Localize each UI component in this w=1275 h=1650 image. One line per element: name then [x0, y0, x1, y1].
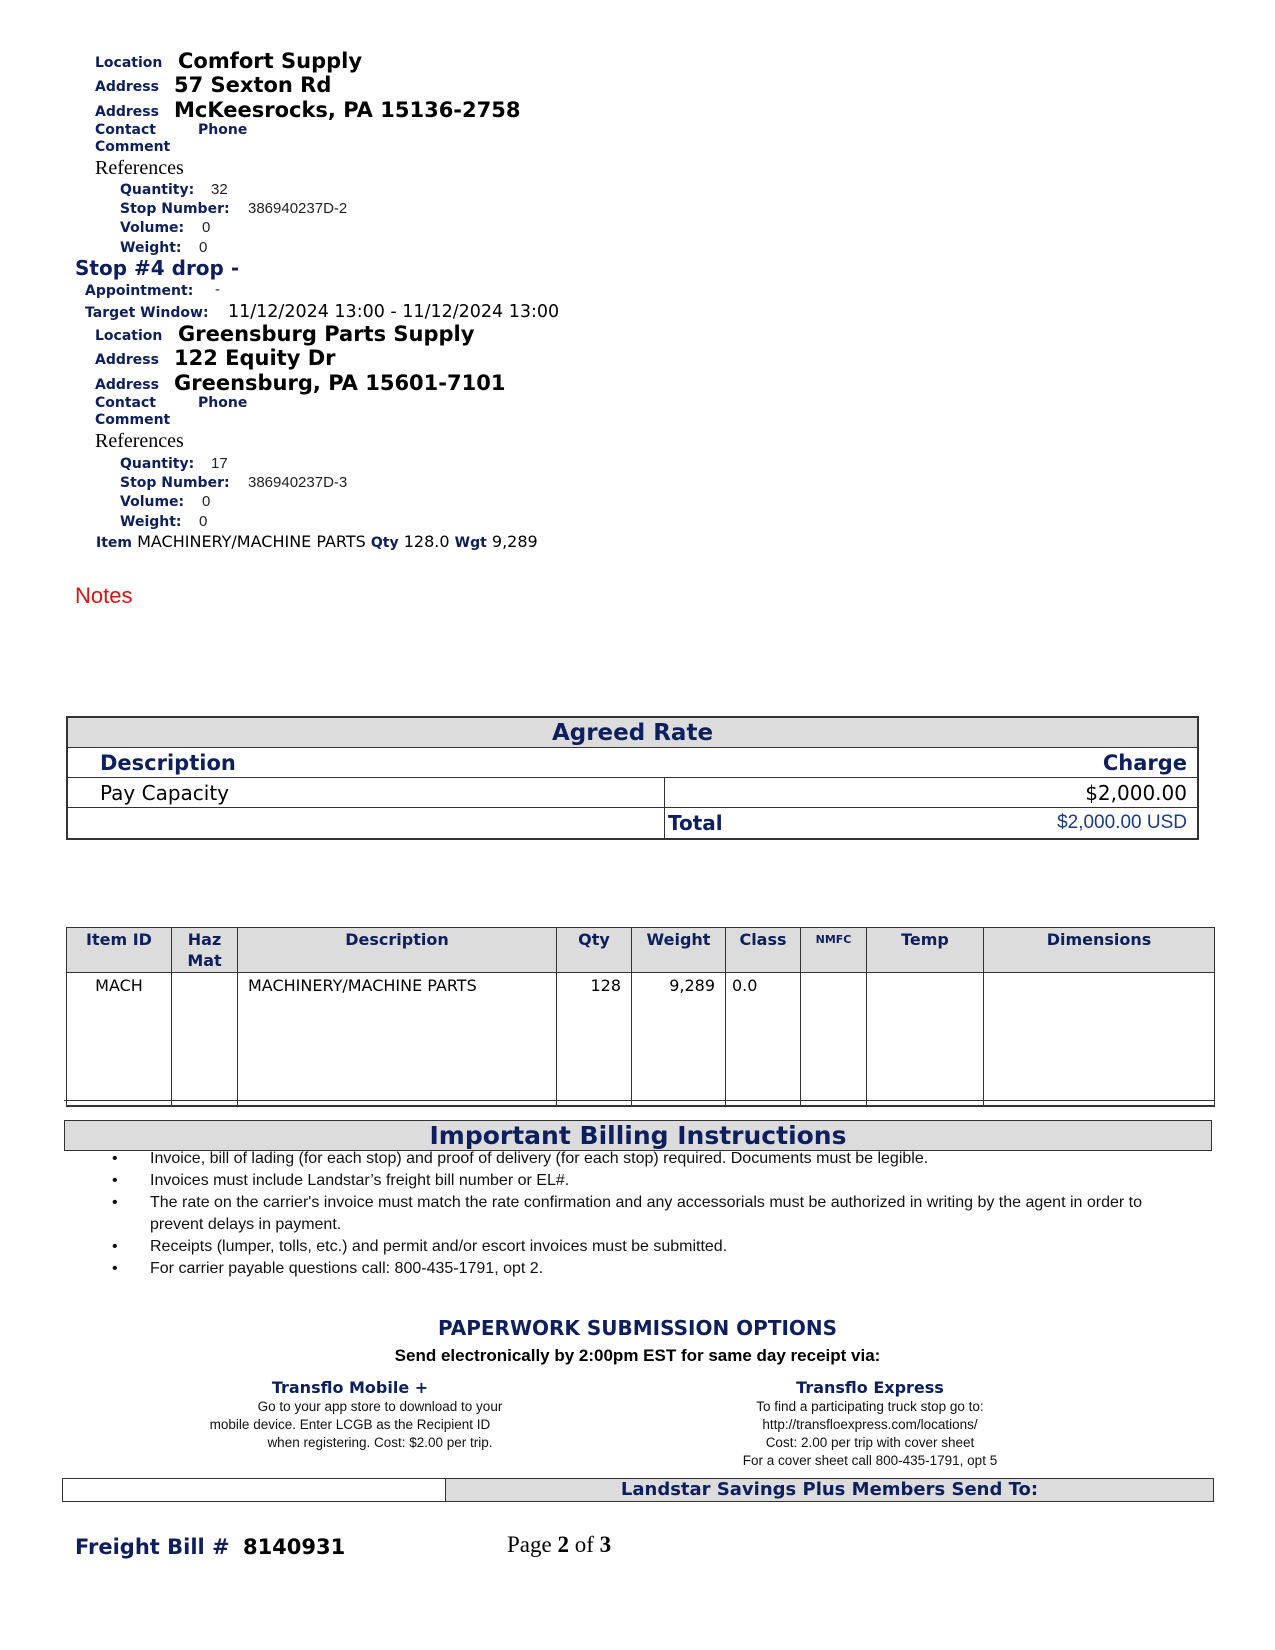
rate-total-cell	[665, 808, 1197, 838]
transflo-express-title: Transflo Express	[796, 1378, 944, 1397]
description-header: Description	[238, 928, 557, 973]
nmfc-cell	[801, 973, 867, 1107]
transflo-mobile-line3: when registering. Cost: $2.00 per trip.	[267, 1435, 493, 1450]
location-label: Location	[95, 328, 163, 344]
table-divider	[64, 1100, 1214, 1101]
page-of: of	[574, 1532, 594, 1557]
stop-title: Stop #4 drop -	[75, 256, 240, 280]
comment-label: Comment	[95, 412, 171, 428]
weight-value: 0	[199, 239, 208, 256]
weight-cell: 9,289	[632, 973, 726, 1107]
location-name: Greensburg Parts Supply	[178, 322, 475, 346]
list-item: • The rate on the carrier's invoice must match the rate confirmation and any accessorials must be authorized in writing by the agent in order to prevent delays in payment.	[110, 1192, 1180, 1236]
weight-label: Weight:	[120, 514, 182, 530]
dimensions-header: Dimensions	[984, 928, 1215, 973]
haz-mat-cell	[172, 973, 238, 1107]
rate-total-row	[68, 808, 1197, 838]
quantity-value: 17	[211, 455, 228, 472]
transflo-express-line4: For a cover sheet call 800-435-1791, opt 5	[742, 1453, 998, 1468]
weight-value: 0	[199, 513, 208, 530]
item-id-cell: MACH	[67, 973, 172, 1107]
location-label: Location	[95, 55, 163, 71]
rate-header-row	[68, 748, 1197, 778]
comment-label: Comment	[95, 139, 171, 155]
temp-cell	[867, 973, 984, 1107]
temp-header: Temp	[867, 928, 984, 973]
class-cell: 0.0	[726, 973, 801, 1107]
item-summary	[96, 532, 538, 551]
references-label: References	[95, 157, 184, 179]
freight-bill	[75, 1535, 345, 1559]
weight-label: Weight:	[120, 240, 182, 256]
volume-label: Volume:	[120, 220, 185, 236]
page-indicator	[507, 1532, 611, 1558]
class-header: Class	[726, 928, 801, 973]
transflo-express-line3: Cost: 2.00 per trip with cover sheet	[765, 1435, 975, 1450]
wgt-value: 9,289	[491, 532, 538, 551]
notes-heading: Notes	[75, 583, 133, 608]
freight-bill-number: 8140931	[242, 1535, 346, 1559]
items-header-row	[67, 928, 1215, 973]
savings-plus-label: Landstar Savings Plus Members Send To:	[446, 1479, 1213, 1501]
phone-label: Phone	[198, 395, 248, 411]
target-window-value: 11/12/2024 13:00 - 11/12/2024 13:00	[228, 302, 560, 322]
contact-label: Contact	[95, 395, 156, 411]
phone-label: Phone	[198, 122, 248, 138]
items-table	[66, 927, 1215, 1107]
total-label: Total	[668, 811, 723, 835]
item-label: Item	[96, 535, 132, 551]
target-window-label: Target Window:	[85, 305, 209, 321]
address-line2: Greensburg, PA 15601-7101	[174, 371, 506, 395]
freight-bill-label: Freight Bill #	[75, 1535, 230, 1559]
stop-number-label: Stop Number:	[120, 201, 230, 217]
transflo-mobile-block	[160, 1378, 540, 1452]
transflo-mobile-line2: mobile device. Enter LCGB as the Recipient ID	[209, 1417, 491, 1432]
agreed-rate-table	[66, 716, 1199, 840]
page-total: 3	[599, 1532, 612, 1557]
total-value: $2,000.00 USD	[1057, 812, 1187, 833]
weight-header: Weight	[632, 928, 726, 973]
wgt-label: Wgt	[454, 535, 487, 551]
paperwork-subtitle: Send electronically by 2:00pm EST for same day receipt via:	[394, 1346, 881, 1365]
haz-mat-header	[172, 928, 238, 973]
savings-plus-bar	[62, 1478, 1214, 1502]
savings-plus-blank	[63, 1479, 446, 1501]
volume-label: Volume:	[120, 494, 185, 510]
description-header: Description	[100, 750, 236, 775]
address-label: Address	[95, 104, 159, 120]
list-item: • Invoice, bill of lading (for each stop) and proof of delivery (for each stop) required. Documents must be legible.	[110, 1148, 1180, 1170]
agreed-rate-title: Agreed Rate	[68, 718, 1197, 748]
haz-header-line1: Haz	[187, 930, 222, 949]
transflo-mobile-title: Transflo Mobile +	[271, 1378, 429, 1397]
paperwork-title: PAPERWORK SUBMISSION OPTIONS	[437, 1316, 838, 1340]
stop-number-value: 386940237D-3	[248, 474, 348, 491]
list-item: • Invoices must include Landstar’s freight bill number or EL#.	[110, 1170, 1180, 1192]
address-line2: McKeesrocks, PA 15136-2758	[174, 98, 521, 122]
transflo-mobile-line1: Go to your app store to download to your	[257, 1399, 503, 1414]
location-name: Comfort Supply	[178, 49, 363, 73]
qty-label: Qty	[370, 535, 399, 551]
qty-cell: 128	[557, 973, 632, 1107]
volume-value: 0	[202, 219, 211, 236]
stop-number-value: 386940237D-2	[248, 200, 348, 217]
page-current: 2	[557, 1532, 569, 1557]
address-label: Address	[95, 352, 159, 368]
references-label: References	[95, 430, 184, 452]
qty-value: 128.0	[403, 532, 450, 551]
item-id-header: Item ID	[67, 928, 172, 973]
haz-header-line2: Mat	[187, 951, 222, 970]
quantity-label: Quantity:	[120, 456, 195, 472]
dimensions-cell	[984, 973, 1215, 1107]
appointment-value: -	[215, 281, 220, 298]
list-item: • For carrier payable questions call: 800-435-1791, opt 2.	[110, 1258, 1180, 1280]
volume-value: 0	[202, 493, 211, 510]
charge-header: Charge	[1102, 750, 1187, 775]
list-item: • Receipts (lumper, tolls, etc.) and permit and/or escort invoices must be submitted.	[110, 1236, 1180, 1258]
rate-total-spacer	[68, 808, 665, 838]
stop-number-label: Stop Number:	[120, 475, 230, 491]
billing-instructions-list	[110, 1148, 1180, 1280]
page-word: Page	[507, 1532, 552, 1557]
nmfc-header: NMFC	[801, 928, 867, 973]
transflo-express-line1: To find a participating truck stop go to:	[756, 1399, 984, 1414]
address-label: Address	[95, 79, 159, 95]
rate-line-description: Pay Capacity	[68, 778, 665, 807]
quantity-label: Quantity:	[120, 182, 195, 198]
rate-line-row	[68, 778, 1197, 808]
description-cell: MACHINERY/MACHINE PARTS	[238, 973, 557, 1107]
table-row	[67, 973, 1215, 1107]
item-value: MACHINERY/MACHINE PARTS	[137, 532, 366, 551]
billing-instructions-title: Important Billing Instructions	[64, 1120, 1212, 1151]
quantity-value: 32	[211, 181, 228, 198]
transflo-express-line2: http://transfloexpress.com/locations/	[762, 1417, 978, 1432]
address-line1: 122 Equity Dr	[174, 346, 336, 370]
appointment-label: Appointment:	[85, 283, 194, 299]
qty-header: Qty	[557, 928, 632, 973]
address-label: Address	[95, 377, 159, 393]
address-line1: 57 Sexton Rd	[174, 73, 332, 97]
rate-line-charge: $2,000.00	[1085, 780, 1187, 805]
transflo-express-block	[700, 1378, 1040, 1470]
contact-label: Contact	[95, 122, 156, 138]
